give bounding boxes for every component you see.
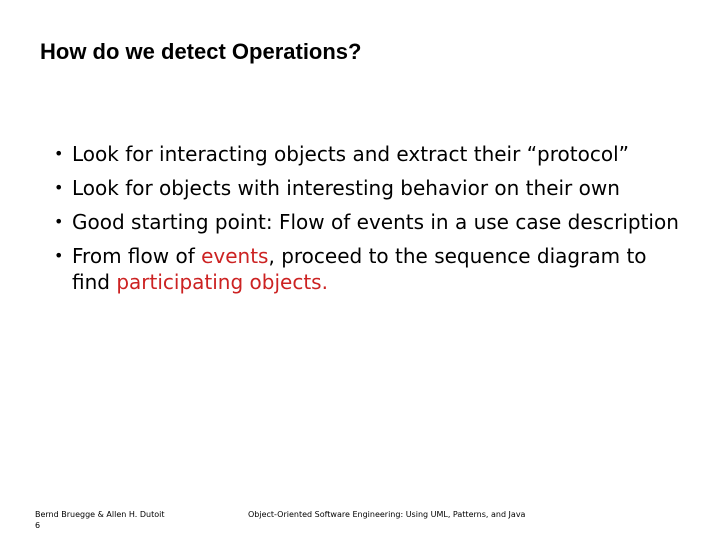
bullet-text: Look for objects with interesting behavior on their own [72,176,620,200]
footer-book-title: Object-Oriented Software Engineering: Using UML, Patterns, and Java [248,510,526,519]
bullet-text: From flow of [72,244,202,268]
bullet-text: Good starting point: Flow of events in a use case description [72,210,679,234]
highlighted-term-participating-objects: participating objects. [116,270,328,294]
footer-page-number: 6 [35,521,41,530]
slide-title: How do we detect Operations? [40,39,362,64]
bullet-text: , proceed to the sequence diagram to find [72,244,647,294]
bullet-marker: • [54,178,64,197]
bullet-item [46,243,686,295]
footer-left [35,509,164,531]
footer-authors: Bernd Bruegge & Allen H. Dutoit [35,510,165,519]
bullet-marker: • [54,144,64,163]
bullet-item [46,175,686,201]
bullet-item [46,209,686,235]
highlighted-term-events: events [201,244,269,268]
bullet-text: Look for interacting objects and extract their “protocol” [72,142,630,166]
bullet-list [46,141,686,303]
bullet-marker: • [54,246,64,265]
bullet-marker: • [54,212,64,231]
bullet-item [46,141,686,167]
